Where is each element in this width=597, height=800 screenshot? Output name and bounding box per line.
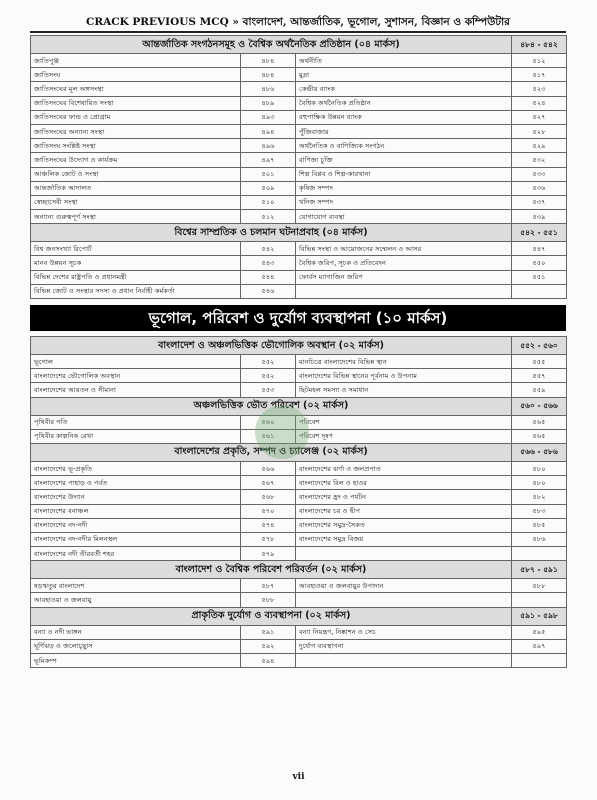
- topic-right: মুদ্রা: [296, 68, 512, 82]
- section-page-range: ৪৮৪ - ৫৪২: [512, 36, 567, 54]
- topic-right: পরিবেশ: [296, 415, 512, 429]
- page-left: ৪৮৪: [241, 68, 296, 82]
- topic-left: বাংলাদেশের নদ-নদীর মিলনস্থল: [31, 532, 241, 546]
- page-left: ৫০৯: [241, 181, 296, 195]
- topic-right: বৈশ্বিক জরিপ, সূচক ও প্রতিবেদন: [296, 256, 512, 270]
- chapter-banner: ভূগোল, পরিবেশ ও দুর্যোগ ব্যবস্থাপনা (১০ মার্কস): [30, 305, 566, 331]
- topic-left: আবহাওয়া ও জলবায়ু: [31, 593, 241, 607]
- topic-right: [296, 547, 512, 561]
- page-left: ৫৭৯: [241, 547, 296, 561]
- section-title: বাংলাদেশ ও বৈশ্বিক পরিবেশ পরিবর্তন (০২ মার্কস): [31, 561, 512, 579]
- page-right: ৫৮৮: [512, 579, 567, 593]
- table-row: [31, 195, 567, 209]
- page-right: ৫৬৫: [512, 415, 567, 429]
- section-header-row: [31, 561, 567, 579]
- page-left: ৫০১: [241, 167, 296, 181]
- table-row: [31, 284, 567, 298]
- topic-left: বাংলাদেশের পাহাড় ও পর্বত: [31, 476, 241, 490]
- table-row: [31, 593, 567, 607]
- topic-right: শিল্প বিপ্লব ও শিল্প-কারখানা: [296, 167, 512, 181]
- topic-left: ষড়ঋতুর বাংলাদেশ: [31, 579, 241, 593]
- index-content: [30, 35, 566, 668]
- topic-right: বাংলাদেশের ঝর্ণা ও জলপ্রপাত: [296, 461, 512, 475]
- page-right: ৫৮৩: [512, 504, 567, 518]
- topic-right: ফোর্বস ম্যাগাজিন জরিপ: [296, 270, 512, 284]
- header-rule: [30, 31, 566, 33]
- page-left: ৫৭৪: [241, 518, 296, 532]
- page-left: ৫৬১: [241, 429, 296, 443]
- topic-right: অর্থনৈতিক ও বাণিজ্যিক সংগঠন: [296, 139, 512, 153]
- topic-right: ছিটমহল সমস্যা ও সমাধান: [296, 383, 512, 397]
- page-right: ৫২৩: [512, 82, 567, 96]
- topic-right: আবহাওয়া ও জলবায়ুর উপাদান: [296, 579, 512, 593]
- topic-left: জাতিসংঘের অন্যান্য সংস্থা: [31, 124, 241, 138]
- section-title: আন্তর্জাতিক সংগঠনসমূহ ও বৈশ্বিক অর্থনৈতিক প্রতিষ্ঠান (০৪ মার্কস): [31, 36, 512, 54]
- page-right: ৫৫৭: [512, 369, 567, 383]
- section-header-row: [31, 607, 567, 625]
- table-row: [31, 210, 567, 224]
- table-row: [31, 518, 567, 532]
- topic-right: অর্থনীতি: [296, 54, 512, 68]
- topic-right: বাণিজ্য চুক্তি: [296, 153, 512, 167]
- page-left: ৪৯৩: [241, 110, 296, 124]
- page-right: ৫৮০: [512, 476, 567, 490]
- page-right: ৫৫০: [512, 256, 567, 270]
- page-right: ৫৩৬: [512, 181, 567, 195]
- page-right: [512, 654, 567, 668]
- topic-right: [296, 654, 512, 668]
- watermark-logo: [255, 405, 309, 459]
- topic-left: বাংলাদেশের নদী তীরবর্তী শহর: [31, 547, 241, 561]
- topic-left: মানব উন্নয়ন সূচক: [31, 256, 241, 270]
- topic-left: জাতিসংঘের মূল অঙ্গসংস্থা: [31, 82, 241, 96]
- topic-right: [296, 593, 512, 607]
- topic-right: বিভিন্ন সংস্থা ও আয়োজনের সম্মেলন ও আসর: [296, 242, 512, 256]
- section-header-row: [31, 36, 567, 54]
- topic-right: বাংলাদেশের সমুদ্র বিজয়: [296, 532, 512, 546]
- table-row: [31, 476, 567, 490]
- table-row: [31, 96, 567, 110]
- topic-left: বন্যা ও নদী ভাঙ্গন: [31, 625, 241, 639]
- topic-left: জাতিসংঘের বিশেষায়িত সংস্থা: [31, 96, 241, 110]
- page-right: ৫৮৫: [512, 518, 567, 532]
- page-left: ৫৪৩: [241, 256, 296, 270]
- topic-right: [296, 284, 512, 298]
- table-row: [31, 369, 567, 383]
- section-page-range: ৫৪২ - ৫৫১: [512, 224, 567, 242]
- topic-right: বাংলাদেশের বিভিন্ন স্থানের পূর্বনাম ও উপনাম: [296, 369, 512, 383]
- page-left: ৫৯১: [241, 625, 296, 639]
- section-page-range: ৫৮৭ - ৫৯১: [512, 561, 567, 579]
- topic-right: দুর্যোগ ব্যবস্থাপনা: [296, 639, 512, 653]
- topic-right: বহুপাক্ষিক উন্নয়ন ব্যাংক: [296, 110, 512, 124]
- topic-left: আঞ্চলিক জোট ও সংস্থা: [31, 167, 241, 181]
- table-row: [31, 579, 567, 593]
- section-title: অঞ্চলভিত্তিক ভৌত পরিবেশ (০২ মার্কস): [31, 397, 512, 415]
- page-left: ৫৪৬: [241, 284, 296, 298]
- section-page-range: ৫৯১ - ৫৯৮: [512, 607, 567, 625]
- topic-right: খনিজ সম্পদ: [296, 195, 512, 209]
- page-right: ৫৩২: [512, 153, 567, 167]
- topic-left: বাংলাদেশের উদ্যান: [31, 490, 241, 504]
- page-right: ৫১৭: [512, 68, 567, 82]
- topic-right: বন্যা নিয়ন্ত্রণ, নিষ্কাশন ও সেচ: [296, 625, 512, 639]
- topic-left: ঘূর্ণিঝড় ও জলোচ্ছ্বাস: [31, 639, 241, 653]
- topic-right: যোগাযোগ ব্যবস্থা: [296, 210, 512, 224]
- topic-left: বাংলাদেশের ভূ-প্রকৃতি: [31, 461, 241, 475]
- page-left: ৫৫২: [241, 355, 296, 369]
- table-row: [31, 167, 567, 181]
- topic-right: পুঁজিবাজার: [296, 124, 512, 138]
- page-left: ৫৭৮: [241, 532, 296, 546]
- table-row: [31, 256, 567, 270]
- topic-left: বাংলাদেশের নদ-নদী: [31, 518, 241, 532]
- topic-left: বাংলাদেশের বনাঞ্চল: [31, 504, 241, 518]
- topic-right: কেন্দ্রীয় ব্যাংক: [296, 82, 512, 96]
- page-right: ৫৫১: [512, 270, 567, 284]
- table-row: [31, 547, 567, 561]
- table-row: [31, 625, 567, 639]
- section-page-range: ৫৬৬ - ৫৮৬: [512, 443, 567, 461]
- page-right: ৫৫৫: [512, 355, 567, 369]
- page-left: ৪৮৬: [241, 82, 296, 96]
- page-right: ৫৬৫: [512, 429, 567, 443]
- section-title: বিশ্বের সাম্প্রতিক ও চলমান ঘটনাপ্রবাহ (০৪ মার্কস): [31, 224, 512, 242]
- page-left: ৫৬৬: [241, 461, 296, 475]
- topic-left: জাতিসংঘ: [31, 68, 241, 82]
- table-row: [31, 124, 567, 138]
- table-row: [31, 181, 567, 195]
- page-left: ৫৯৪: [241, 654, 296, 668]
- table-row: [31, 110, 567, 124]
- page-right: ৫৩৯: [512, 210, 567, 224]
- page-left: ৪৯৭: [241, 153, 296, 167]
- page-left: ৫৪২: [241, 242, 296, 256]
- page-right: ৫৮৬: [512, 532, 567, 546]
- index-table: [30, 336, 567, 668]
- topic-right: বাংলাদেশের বিল ও হাওর: [296, 476, 512, 490]
- topic-right: বাংলাদেশের হ্রদ ও পর্যটন: [296, 490, 512, 504]
- page-left: ৪৯৪: [241, 124, 296, 138]
- topic-left: পৃথিবীর কাল্পনিক রেখা: [31, 429, 241, 443]
- table-row: [31, 504, 567, 518]
- page-left: ৪৯৬: [241, 139, 296, 153]
- page-right: ৫৫৯: [512, 383, 567, 397]
- page-left: ৫৭০: [241, 504, 296, 518]
- topic-left: বাংলাদেশের আয়তন ও সীমানা: [31, 383, 241, 397]
- page-right: ৫২৭: [512, 110, 567, 124]
- page-right: ৫৯৭: [512, 639, 567, 653]
- page-left: ৪৮৯: [241, 96, 296, 110]
- index-table: [30, 35, 567, 299]
- page-left: ৫৪৪: [241, 270, 296, 284]
- table-row: [31, 68, 567, 82]
- table-row: [31, 461, 567, 475]
- topic-left: বাংলাদেশের ভৌগোলিক অবস্থান: [31, 369, 241, 383]
- topic-left: বিভিন্ন জোট ও সংস্থার সদস্য ও প্রধান নির্বাহী কর্মকর্তা: [31, 284, 241, 298]
- page-left: ৫১০: [241, 195, 296, 209]
- topic-left: জাতিসংঘের ফান্ড ও প্রোগ্রাম: [31, 110, 241, 124]
- page-number: vii: [292, 772, 305, 782]
- page-left: ৪৮৪: [241, 54, 296, 68]
- topic-right: মানচিত্রে বাংলাদেশের বিভিন্ন স্থান: [296, 355, 512, 369]
- topic-left: বিভিন্ন দেশের রাষ্ট্রপতি ও প্রধানমন্ত্রী: [31, 270, 241, 284]
- table-row: [31, 54, 567, 68]
- topic-right: বৈশ্বিক অর্থনৈতিক প্রতিষ্ঠান: [296, 96, 512, 110]
- page-right: ৫২৪: [512, 96, 567, 110]
- table-row: [31, 532, 567, 546]
- page-left: ৫১২: [241, 210, 296, 224]
- section-header-row: [31, 337, 567, 355]
- page-left: ৫৯২: [241, 639, 296, 653]
- topic-left: বিশ্ব জনসংখ্যা রিপোর্ট: [31, 242, 241, 256]
- page-left: ৫৬০: [241, 415, 296, 429]
- table-row: [31, 654, 567, 668]
- topic-left: ভূগোল: [31, 355, 241, 369]
- running-header: CRACK PREVIOUS MCQ » বাংলাদেশ, আন্তর্জাতিক, ভূগোল, সুশাসন, বিজ্ঞান ও কম্পিউটার: [86, 16, 510, 28]
- table-row: [31, 139, 567, 153]
- section-page-range: ৫৫২ - ৫৬০: [512, 337, 567, 355]
- page-left: ৫৮৮: [241, 593, 296, 607]
- page-right: ৫৪৭: [512, 242, 567, 256]
- page-right: ৫২৮: [512, 124, 567, 138]
- table-row: [31, 153, 567, 167]
- table-row: [31, 242, 567, 256]
- page-right: ৫৯৫: [512, 625, 567, 639]
- section-title: প্রাকৃতিক দুর্যোগ ও ব্যবস্থাপনা (০২ মার্কস): [31, 607, 512, 625]
- table-row: [31, 270, 567, 284]
- topic-left: পৃথিবীর গতি: [31, 415, 241, 429]
- page-left: ৫৬৮: [241, 490, 296, 504]
- table-row: [31, 355, 567, 369]
- page-right: ৫৮২: [512, 490, 567, 504]
- section-title: বাংলাদেশের প্রকৃতি, সম্পদ ও চ্যালেঞ্জ (০২ মার্কস): [31, 443, 512, 461]
- page-left: ৫৫৩: [241, 383, 296, 397]
- page-right: [512, 284, 567, 298]
- table-row: [31, 383, 567, 397]
- page-right: ৫৩৩: [512, 167, 567, 181]
- topic-left: জাতিপুঞ্জ: [31, 54, 241, 68]
- section-page-range: ৫৬০ - ৫৬৬: [512, 397, 567, 415]
- page: [30, 14, 566, 668]
- page-left: ৫৬৭: [241, 476, 296, 490]
- topic-right: বাংলাদেশের সমুদ্র-সৈকত: [296, 518, 512, 532]
- topic-left: অন্যান্য গুরুত্বপূর্ণ সংস্থা: [31, 210, 241, 224]
- page-right: ৫১২: [512, 54, 567, 68]
- topic-right: বাংলাদেশের চর ও দ্বীপ: [296, 504, 512, 518]
- page-right: ৫৮০: [512, 461, 567, 475]
- page-right: ৫৩৭: [512, 195, 567, 209]
- section-header-row: [31, 224, 567, 242]
- table-row: [31, 82, 567, 96]
- page-right: [512, 593, 567, 607]
- table-row: [31, 490, 567, 504]
- table-row: [31, 639, 567, 653]
- topic-left: জাতিসংঘ সংশ্লিষ্ট সংস্থা: [31, 139, 241, 153]
- section-title: বাংলাদেশ ও অঞ্চলভিত্তিক ভৌগোলিক অবস্থান (০২ মার্কস): [31, 337, 512, 355]
- topic-left: ভূমিকম্প: [31, 654, 241, 668]
- topic-right: কৃষিজ সম্পদ: [296, 181, 512, 195]
- page-left: ৫৮৭: [241, 579, 296, 593]
- topic-right: পরিবেশ দূষণ: [296, 429, 512, 443]
- topic-left: স্বেচ্ছাসেবী সংস্থা: [31, 195, 241, 209]
- page-right: ৫২৯: [512, 139, 567, 153]
- topic-left: জাতিসংঘের উদ্যোগ ও কার্যক্রম: [31, 153, 241, 167]
- page-right: [512, 547, 567, 561]
- topic-left: আন্তর্জাতিক আদালত: [31, 181, 241, 195]
- page-left: ৫৫২: [241, 369, 296, 383]
